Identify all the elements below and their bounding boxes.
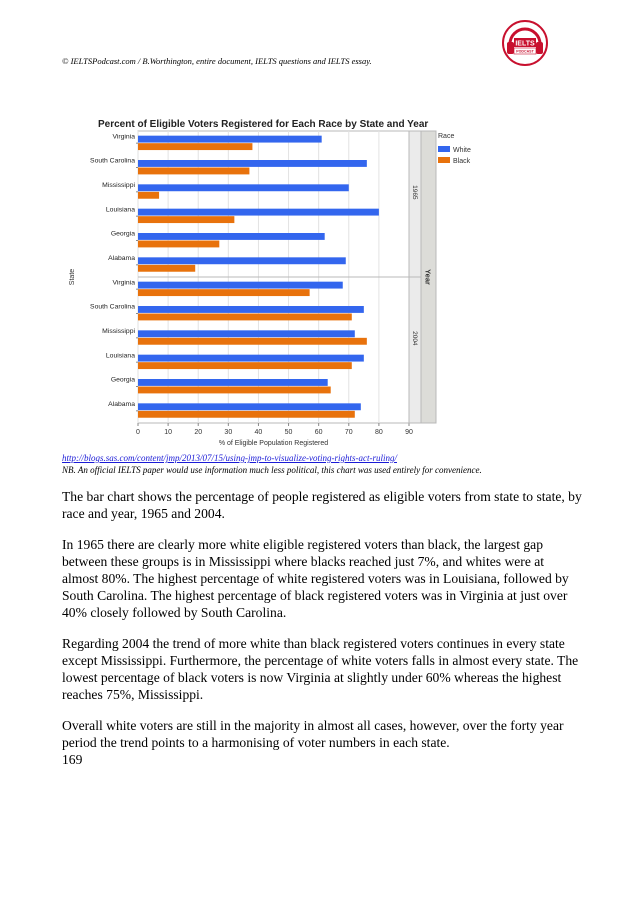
chart-title: Percent of Eligible Voters Registered for Each Race by State and Year	[98, 119, 429, 130]
group-label-1965: 1965	[411, 185, 418, 200]
x-tick-label: 90	[405, 429, 413, 436]
bar-2004-white	[138, 306, 364, 313]
legend-swatch-black	[438, 157, 450, 163]
bar-2004-black	[138, 387, 331, 394]
bar-2004-white	[138, 282, 343, 289]
bar-1965-black	[138, 265, 195, 272]
category-label: Alabama	[108, 400, 135, 408]
category-label: Louisiana	[105, 352, 135, 360]
y-axis-title: State	[69, 268, 76, 286]
legend-title: Race	[438, 133, 455, 140]
logo-bottom-text: PODCAST	[516, 49, 534, 54]
bar-2004-white	[138, 379, 328, 386]
x-tick-label: 30	[224, 429, 233, 436]
chart-container	[62, 114, 471, 448]
category-label: Georgia	[110, 230, 135, 238]
legend-label-black: Black	[453, 158, 471, 165]
group-label-2004: 2004	[411, 331, 418, 346]
year-axis-label: Year	[423, 269, 433, 285]
essay-body	[62, 488, 582, 768]
bar-2004-black	[138, 362, 352, 369]
category-label: Alabama	[108, 254, 135, 262]
category-label: Mississippi	[102, 327, 135, 335]
bar-1965-white	[138, 184, 349, 191]
category-label: Georgia	[110, 376, 135, 384]
bar-1965-black	[138, 241, 219, 248]
bar-1965-white	[138, 160, 367, 167]
x-tick-label: 0	[136, 429, 140, 436]
source-note: NB. An official IELTS paper would use information much less political, this chart was used entirely for convenience.	[62, 465, 482, 475]
essay-paragraph-1: The bar chart shows the percentage of people registered as eligible voters from state to state, by race and year, 1965 and 2004.	[62, 489, 582, 521]
bar-2004-black	[138, 314, 352, 321]
bar-1965-white	[138, 257, 346, 264]
x-tick-label: 40	[254, 429, 263, 436]
bar-1965-black	[138, 143, 252, 150]
bar-2004-black	[138, 411, 355, 418]
bar-2004-white	[138, 403, 361, 410]
source-block	[62, 452, 582, 476]
voter-registration-chart	[62, 114, 471, 448]
source-link[interactable]: http://blogs.sas.com/content/jmp/2013/07/15/using-jmp-to-visualize-voting-rights-act-ruling/	[62, 453, 397, 463]
category-label: South Carolina	[90, 157, 135, 165]
essay-paragraph-3: Regarding 2004 the trend of more white than black registered voters continues in every state except Mississippi. Furthermore, the percentage of white voters falls in almost every state. The lowest percentage of black voters is now Virginia at slightly under 60% whereas the highest reaches 75%, Mississippi.	[62, 636, 579, 702]
essay-paragraph-4: Overall white voters are still in the majority in almost all cases, however, over the forty year period the trend points to a harmonising of voter numbers in each state.	[62, 718, 564, 750]
category-label: Mississippi	[102, 181, 135, 189]
legend-swatch-white	[438, 146, 450, 152]
bar-2004-black	[138, 289, 310, 296]
bar-1965-black	[138, 192, 159, 199]
copyright-header: © IELTSPodcast.com / B.Worthington, entire document, IELTS questions and IELTS essay.	[62, 56, 372, 66]
bar-1965-black	[138, 216, 234, 223]
x-tick-label: 80	[374, 429, 383, 436]
bar-1965-white	[138, 233, 325, 240]
x-tick-label: 70	[344, 429, 353, 436]
ielts-podcast-logo	[500, 18, 550, 68]
category-label: Louisiana	[105, 206, 135, 214]
x-tick-label: 10	[164, 429, 173, 436]
x-tick-label: 20	[194, 429, 203, 436]
x-tick-label: 50	[284, 429, 293, 436]
bar-1965-white	[138, 136, 322, 143]
bar-1965-black	[138, 168, 249, 175]
bar-1965-white	[138, 209, 379, 216]
bar-2004-white	[138, 330, 355, 337]
bar-2004-black	[138, 338, 367, 345]
logo-top-text: IELTS	[515, 40, 535, 48]
page-number: 169	[62, 752, 83, 767]
category-label: South Carolina	[90, 303, 135, 311]
legend-label-white: White	[453, 147, 471, 154]
x-axis-title: % of Eligible Population Registered	[218, 440, 329, 447]
essay-paragraph-2: In 1965 there are clearly more white eligible registered voters than black, the largest gap between these groups is in Mississippi where blacks reached just 7%, and whites were at almost 80%. The highest percentage of white registered voters was in Louisiana, followed by South Carolina. The highest percentage of black registered voters was in Virginia at just over 40% closely followed by South Carolina.	[62, 537, 569, 620]
category-label: Virginia	[112, 133, 135, 141]
category-label: Virginia	[112, 279, 135, 287]
bar-2004-white	[138, 355, 364, 362]
x-tick-label: 60	[314, 429, 323, 436]
